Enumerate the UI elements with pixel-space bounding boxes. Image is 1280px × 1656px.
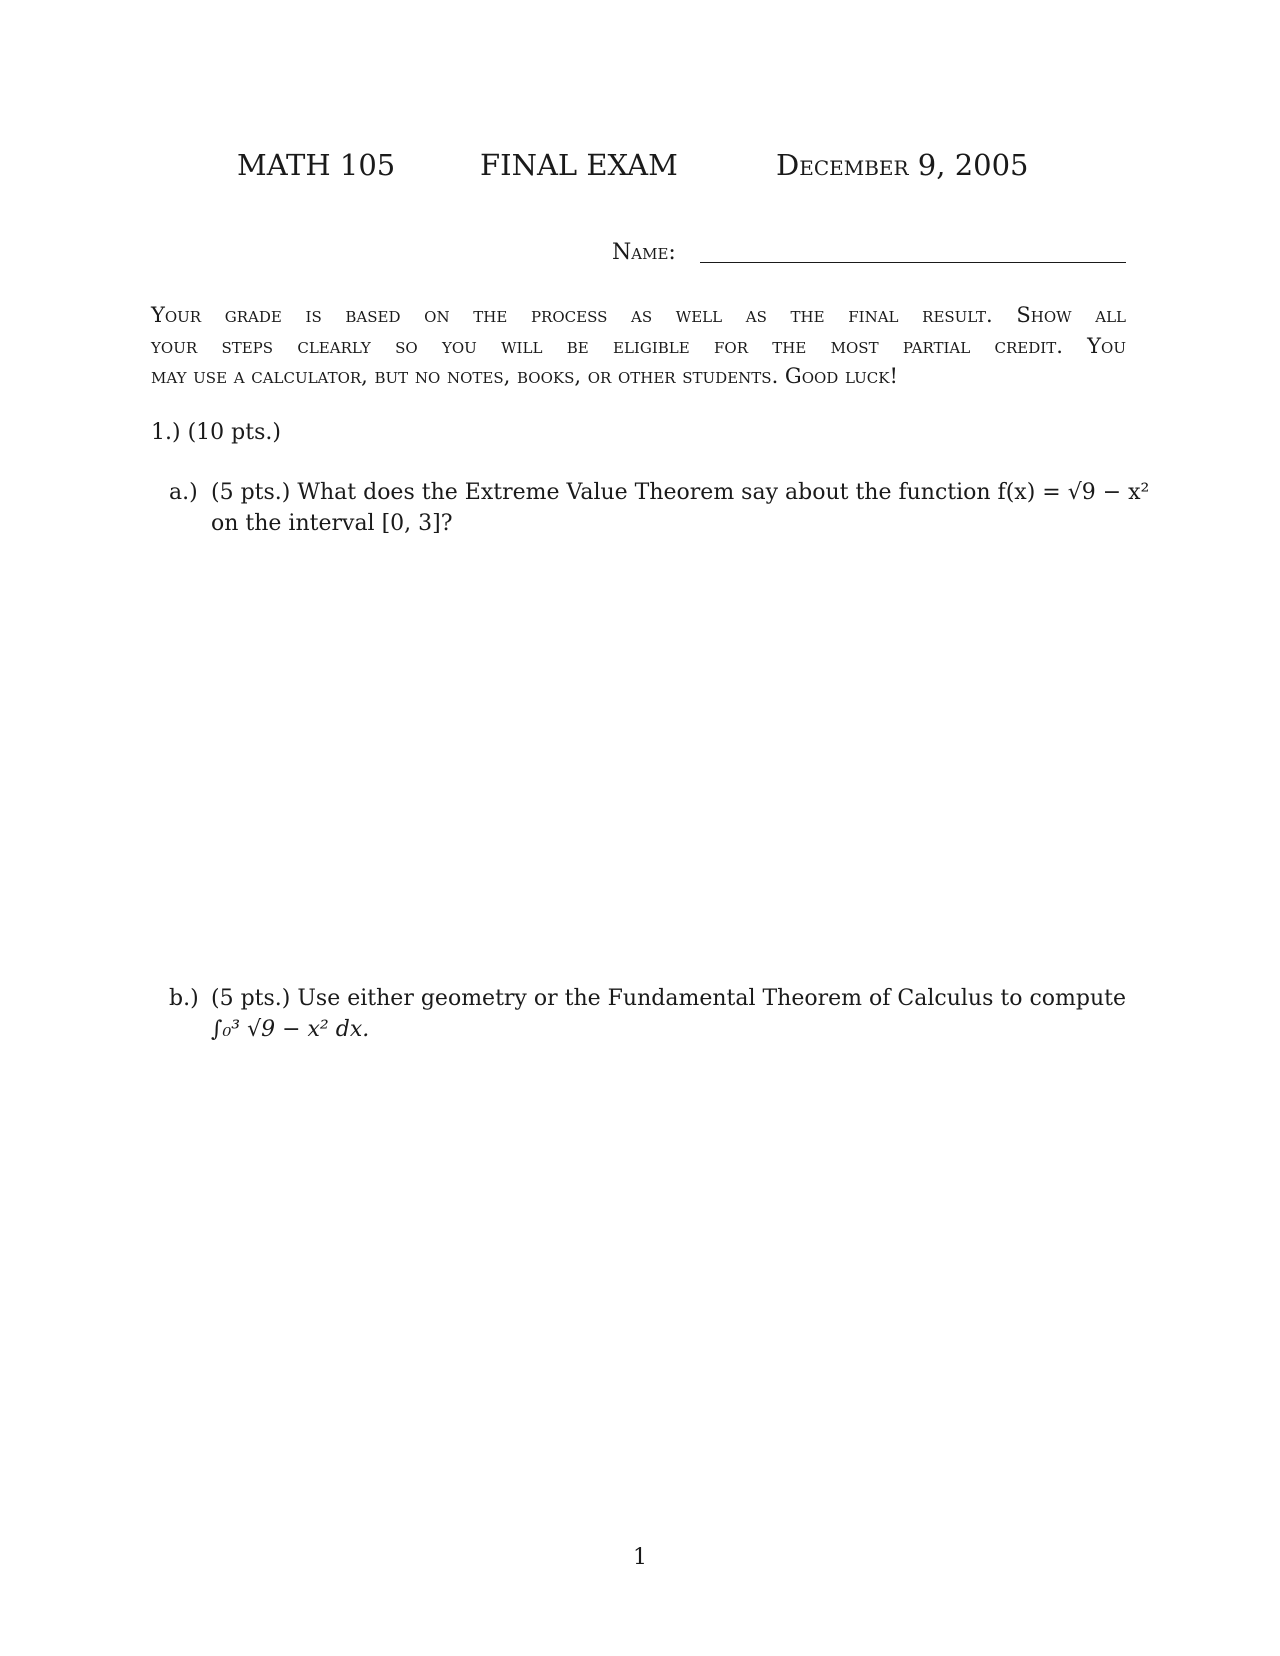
part-a-line-1 <box>211 477 1150 508</box>
part-a-marker: a.) <box>169 480 198 505</box>
part-b-points: (5 pts.) <box>211 986 291 1011</box>
question-1-header <box>151 420 281 445</box>
part-b-marker: b.) <box>169 986 199 1011</box>
part-a-question-text: What does the Extreme Value Theorem say about the function f(x) = √9 − x² <box>297 480 1150 505</box>
instructions-line-1: Your grade is based on the process as well as the final result. Show all <box>151 303 1126 327</box>
part-b-line-1 <box>211 983 1126 1014</box>
part-b-question-text: Use either geometry or the Fundamental Theorem of Calculus to compute <box>297 986 1126 1011</box>
part-a-body <box>211 477 1150 539</box>
exam-instructions <box>151 300 1126 392</box>
question-1-number: 1.) <box>151 420 181 445</box>
instructions-line-2: your steps clearly so you will be eligible for the most partial credit. You <box>151 333 1126 358</box>
exam-title: FINAL EXAM <box>480 148 678 182</box>
part-b-integral-expression: ∫₀³ √9 − x² dx. <box>211 1017 370 1042</box>
part-b-body <box>211 983 1126 1045</box>
name-blank-line[interactable] <box>700 262 1126 263</box>
exam-header <box>0 148 1280 188</box>
name-label: Name: <box>612 240 676 265</box>
course-title: MATH 105 <box>237 148 396 182</box>
part-a-points: (5 pts.) <box>211 480 291 505</box>
exam-date: December 9, 2005 <box>776 148 1029 182</box>
part-a-line-2: on the interval [0, 3]? <box>211 511 453 536</box>
question-1a <box>169 477 1150 539</box>
page-number: 1 <box>633 1545 647 1570</box>
question-1b <box>169 983 1126 1045</box>
question-1-points: (10 pts.) <box>187 420 281 445</box>
instructions-line-3: may use a calculator, but no notes, books, or other students. Good luck! <box>151 364 898 388</box>
